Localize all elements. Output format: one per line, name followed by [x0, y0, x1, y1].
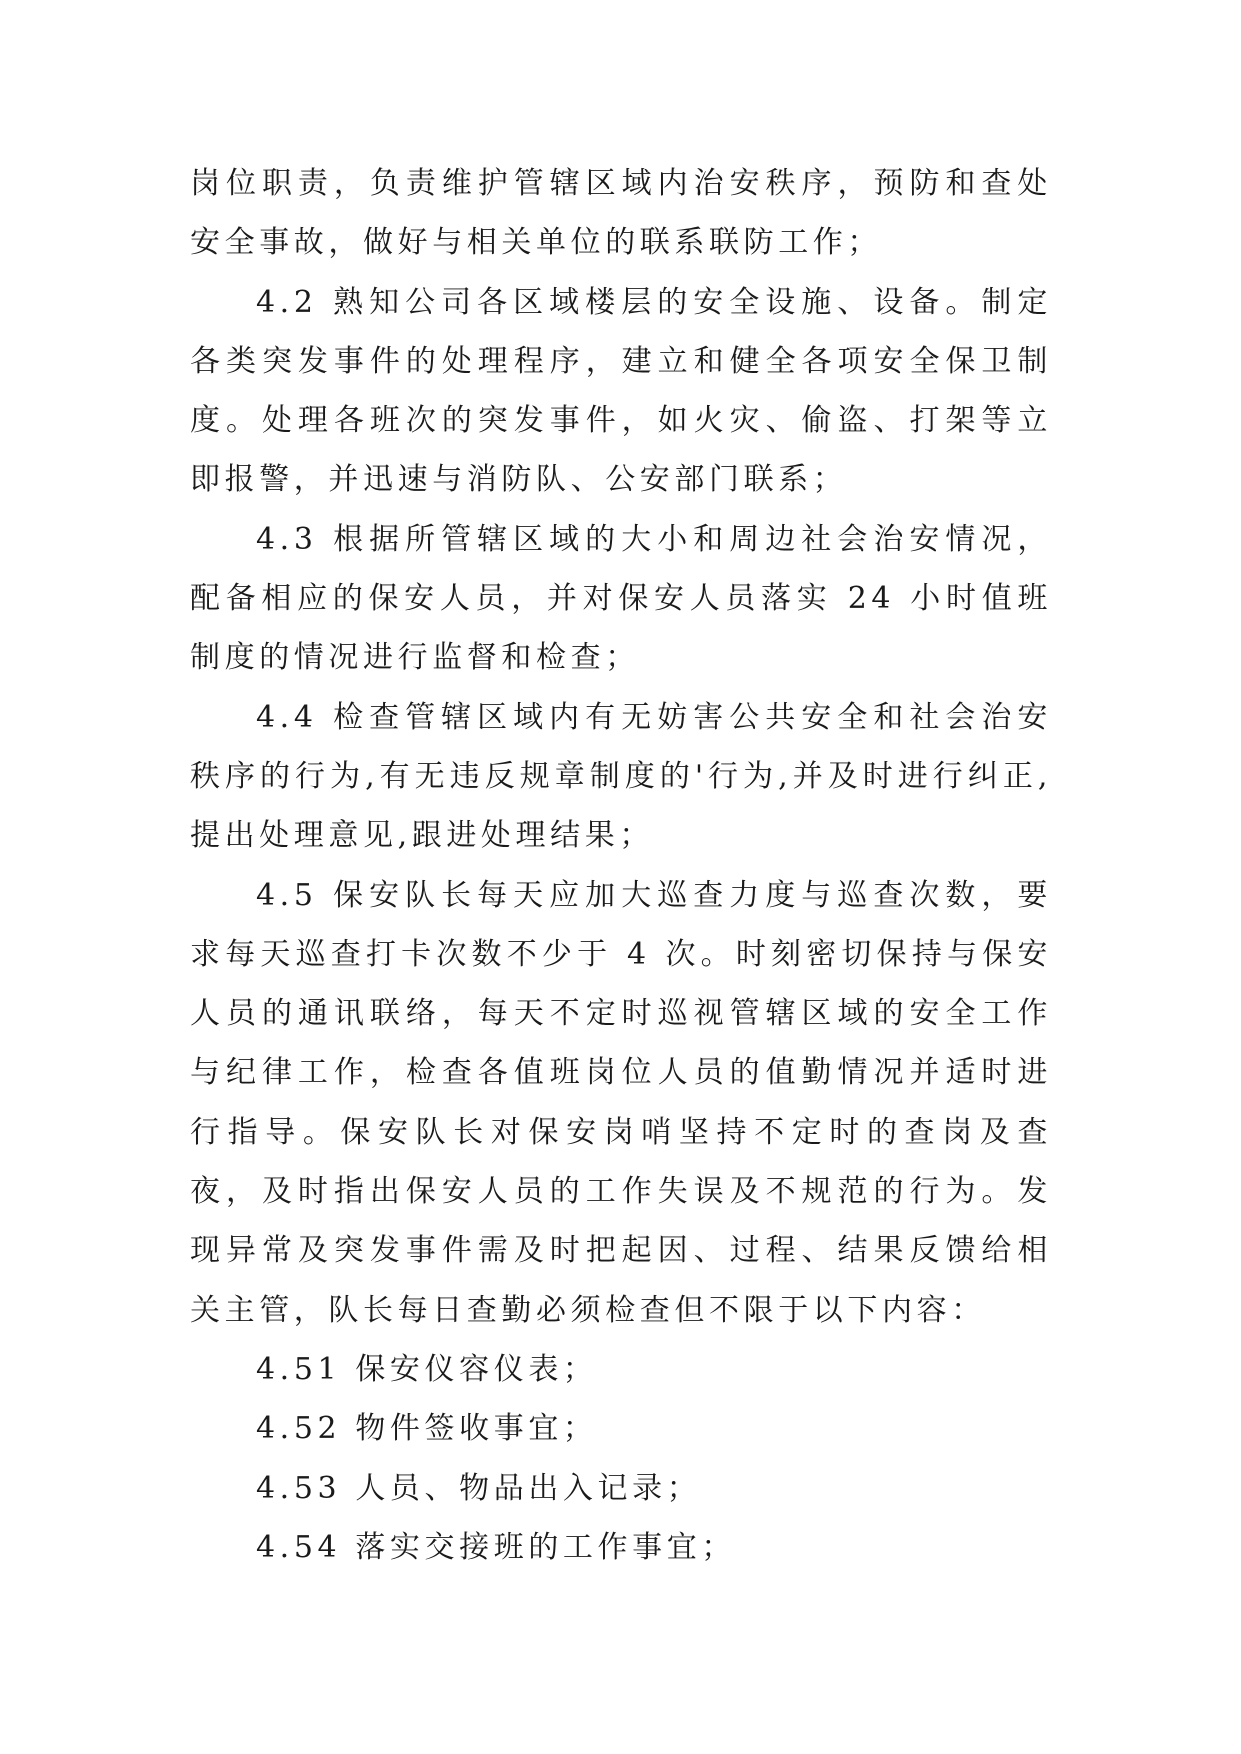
list-item-4-53: 4.53 人员、物品出入记录； — [256, 1470, 702, 1506]
paragraph-4-3: 4.3 根据所管辖区域的大小和周边社会治安情况，配备相应的保安人员，并对保安人员落实 24 小时值班制度的情况进行监督和检查； — [190, 521, 1052, 676]
list-item-4-54: 4.54 落实交接班的工作事宜； — [256, 1529, 736, 1565]
list-item-4-52: 4.52 物件签收事宜； — [256, 1411, 598, 1447]
paragraph-4-5: 4.5 保安队长每天应加大巡查力度与巡查次数，要求每天巡查打卡次数不少于 4 次。时刻密切保持与保安人员的通讯联络，每天不定时巡视管辖区域的安全工作与纪律工作，检查各值班岗位人员的值勤情况并适时进行指导。保安队长对保安岗哨坚持不定时的查岗及查夜，及时指出保安人员的工作失误及不规范的行为。发现异常及突发事件需及时把起因、过程、结果反馈给相关主管，队长每日查勤必须检查但不限于以下内容： — [190, 877, 1052, 1328]
paragraph-4-4: 4.4 检查管辖区域内有无妨害公共安全和社会治安秩序的行为,有无违反规章制度的'行为,并及时进行纠正,提出处理意见,跟进处理结果； — [190, 699, 1052, 854]
document-body — [190, 154, 1052, 1577]
paragraph-continuation: 岗位职责，负责维护管辖区域内治安秩序，预防和查处安全事故，做好与相关单位的联系联防工作； — [190, 166, 1052, 261]
paragraph-4-2: 4.2 熟知公司各区域楼层的安全设施、设备。制定各类突发事件的处理程序，建立和健全各项安全保卫制度。处理各班次的突发事件，如火灾、偷盗、打架等立即报警，并迅速与消防队、公安部门联系； — [190, 284, 1052, 498]
list-item-4-51: 4.51 保安仪容仪表； — [256, 1351, 598, 1387]
